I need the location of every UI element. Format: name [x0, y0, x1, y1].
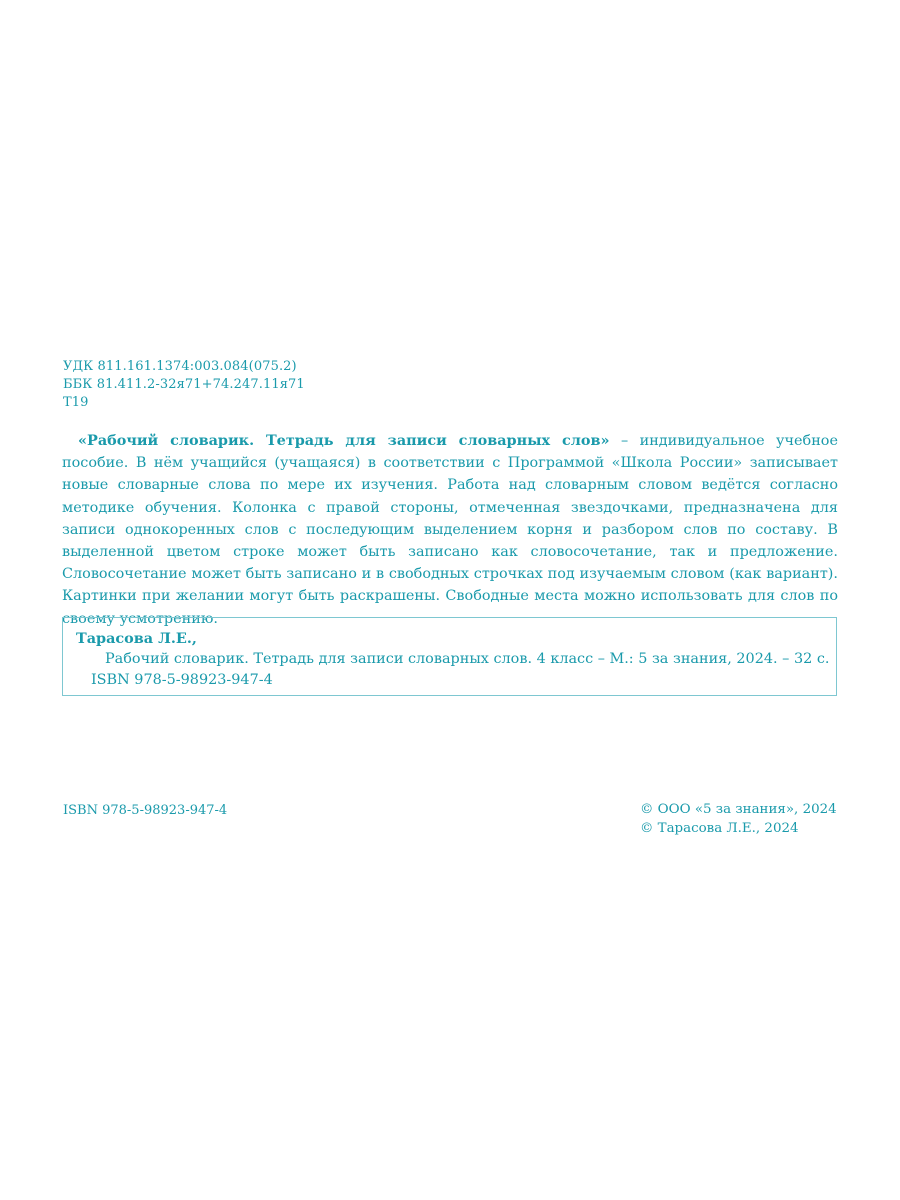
bibliographic-record	[62, 617, 837, 696]
udk-code: УДК 811.161.1374:003.084(075.2)	[63, 359, 297, 374]
annotation-text: – индивидуальное учебное пособие. В нём учащийся (учащаяся) в соответствии с Программой «Школа России» записывает новые словарные слова по мере их изучения. Работа над словарным словом ведётся согласно методике обучения. Колонка с правой стороны, отмеченная звездочками, предназначена для записи однокоренных слов с последующим выделением корня и разбором слов по составу. В выделенной цветом строке может быть записано как словосочетание, так и предложение. Словосочетание может быть записано и в свободных строчках под изучаемым словом (как вариант). Картинки при желании могут быть раскрашены. Свободные места можно использовать для слов по своему усмотрению.	[62, 433, 838, 627]
biblio-title: Рабочий словарик. Тетрадь для записи словарных слов. 4 класс – М.: 5 за знания, 2024. – 32 с.	[105, 651, 830, 667]
biblio-author: Тарасова Л.Е.,	[76, 630, 197, 647]
copyright-author: © Тарасова Л.Е., 2024	[640, 821, 799, 836]
copyright-publisher: © ООО «5 за знания», 2024	[640, 802, 837, 817]
isbn-footer: ISBN 978-5-98923-947-4	[63, 803, 228, 818]
annotation-title: «Рабочий словарик. Тетрадь для записи словарных слов»	[78, 432, 610, 449]
copyright-block	[640, 800, 837, 838]
biblio-isbn: ISBN 978-5-98923-947-4	[91, 672, 273, 688]
classification-codes	[63, 358, 305, 412]
annotation-paragraph	[62, 430, 838, 630]
bbk-code: ББК 81.411.2-32я71+74.247.11я71	[63, 377, 305, 392]
author-mark: Т19	[63, 395, 89, 410]
